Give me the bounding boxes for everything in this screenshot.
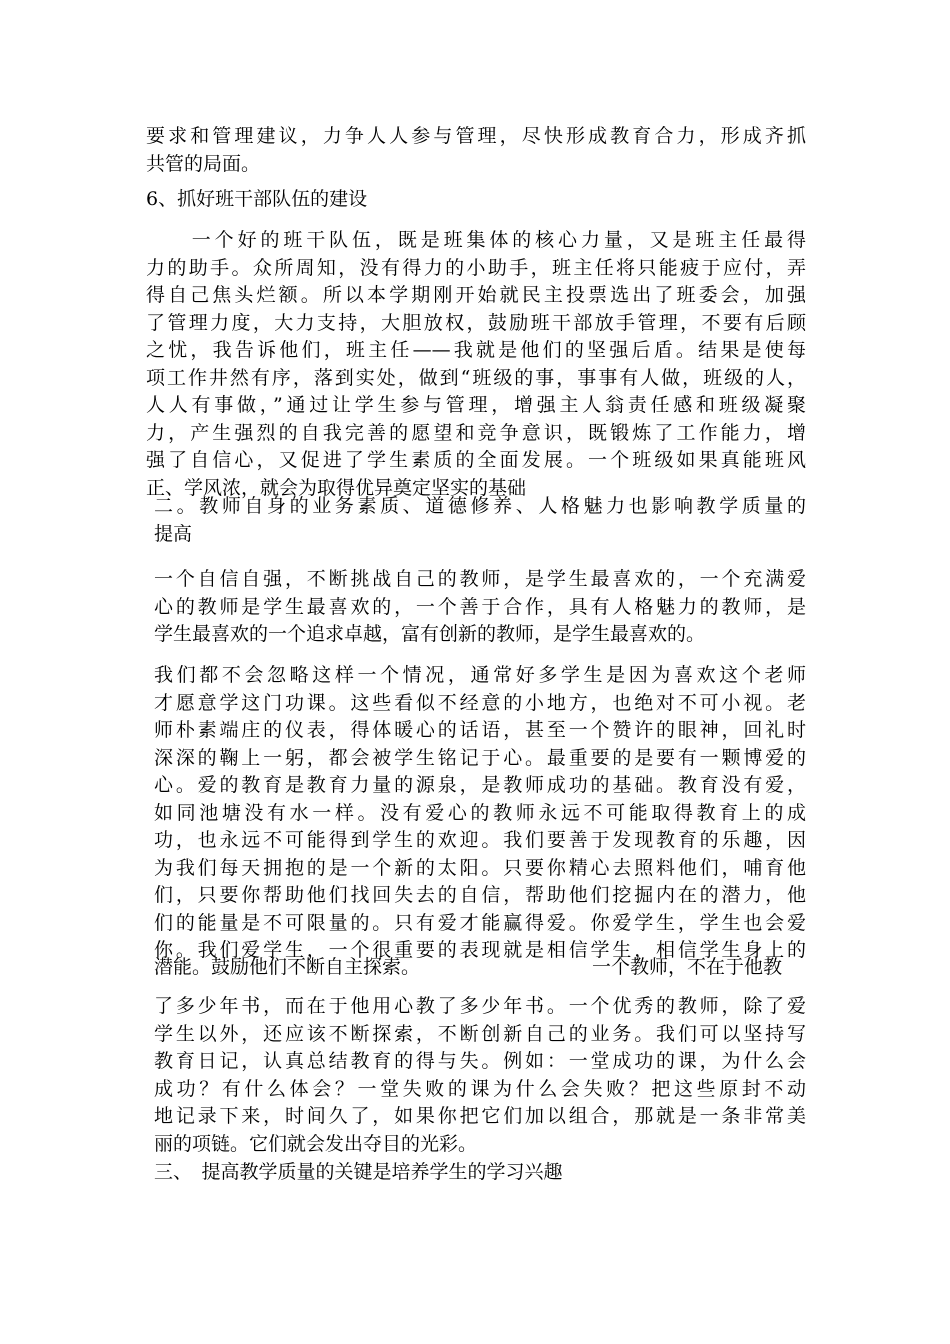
text-line: 们的能量是不可限量的。只有爱才能赢得爱。你爱学生，学生也会爱 <box>154 911 806 934</box>
paragraph-favorite-teacher <box>154 566 806 649</box>
text-line: 为我们每天拥抱的是一个新的太阳。只要你精心去照料他们，哺育他 <box>154 856 806 879</box>
text-line: 深深的鞠上一躬，都会被学生铭记于心。最重要的是要有一颗博爱的 <box>154 746 806 769</box>
text-line: 得自己焦头烂额。所以本学期刚开始就民主投票选出了班委会，加强 <box>146 284 806 306</box>
text-line: 们，只要你帮助他们找回失去的自信，帮助他们挖掘内在的潜力，他 <box>154 884 806 906</box>
paragraph-love-education <box>154 662 806 965</box>
section-heading-3: 三、 提高教学质量的关键是培养学生的学习兴趣 <box>154 1161 563 1183</box>
text-line: 教育日记，认真总结教育的得与失。例如：一堂成功的课，为什么会 <box>154 1050 806 1072</box>
text-line: 功，也永远不可能得到学生的欢迎。我们要善于发现教育的乐趣，因 <box>154 829 806 851</box>
text-line: 二。教师自身的业务素质、道德修养、人格魅力也影响教学质量的 <box>154 495 806 517</box>
section-heading-2 <box>154 493 806 548</box>
text-line: 心的教师是学生最喜欢的，一个善于合作，具有人格魅力的教师，是 <box>154 595 806 618</box>
text-line: 师朴素端庄的仪表，得体暖心的话语，甚至一个赞许的眼神，回礼时 <box>154 719 806 741</box>
text-line: 要求和管理建议，力争人人参与管理，尽快形成教育合力，形成齐抓 <box>146 125 806 147</box>
paragraph-class-cadres <box>146 227 806 502</box>
text-line: 正、学风浓，就会为取得优异奠定坚实的基础 <box>146 476 527 499</box>
text-line: 共管的局面。 <box>146 152 261 175</box>
text-line: 项工作井然有序，落到实处，做到“班级的事，事事有人做，班级的人， <box>146 366 806 389</box>
text-line: 丽的项链。它们就会发出夺目的光彩。 <box>154 1132 478 1155</box>
text-line: 之忧，我告诉他们，班主任——我就是他们的坚强后盾。结果是使每 <box>146 339 806 361</box>
text-line: 学生以外，还应该不断探索，不断创新自己的业务。我们可以坚持写 <box>154 1022 806 1045</box>
text-line: 你。我们爱学生，一个很重要的表现就是相信学生，相信学生身上的 <box>154 939 806 961</box>
text-line: 了多少年书，而在于他用心教了多少年书。一个优秀的教师，除了爱 <box>154 995 806 1017</box>
text-line: 我们都不会忽略这样一个情况，通常好多学生是因为喜欢这个老师 <box>154 664 806 686</box>
split-line-left: 潜能。鼓励他们不断自主探索。 <box>154 956 421 978</box>
text-line: 心。爱的教育是教育力量的源泉，是教师成功的基础。教育没有爱， <box>154 774 806 796</box>
text-line: 才愿意学这门功课。这些看似不经意的小地方，也绝对不可小视。老 <box>154 691 806 714</box>
text-line: 成功？有什么体会？一堂失败的课为什么会失败？把这些原封不动 <box>154 1077 806 1100</box>
split-line-right: 一个教师，不在于他教 <box>592 956 783 978</box>
section-heading-6: 6、抓好班干部队伍的建设 <box>146 188 368 210</box>
text-line: 提高 <box>154 522 193 545</box>
paragraph-teacher-growth <box>154 993 806 1158</box>
text-line: 地记录下来，时间久了，如果你把它们加以组合，那就是一条非常美 <box>154 1105 806 1127</box>
text-line: 强了自信心，又促进了学生素质的全面发展。一个班级如果真能班风 <box>146 449 806 471</box>
text-line: 了管理力度，大力支持，大胆放权，鼓励班干部放手管理，不要有后顾 <box>146 311 806 334</box>
text-line: 力的助手。众所周知，没有得力的小助手，班主任将只能疲于应付，弄 <box>146 256 806 279</box>
text-line: 一个自信自强，不断挑战自己的教师，是学生最喜欢的，一个充满爱 <box>154 568 806 590</box>
text-line: 学生最喜欢的一个追求卓越，富有创新的教师，是学生最喜欢的。 <box>154 623 706 645</box>
text-line: 如同池塘没有水一样。没有爱心的教师永远不可能取得教育上的成 <box>154 801 806 824</box>
text-line: 一个好的班干队伍，既是班集体的核心力量，又是班主任最得 <box>146 229 806 251</box>
text-line: 力，产生强烈的自我完善的愿望和竞争意识，既锻炼了工作能力，增 <box>146 421 806 444</box>
text-line: 人人有事做，”通过让学生参与管理，增强主人翁责任感和班级凝聚 <box>146 394 806 416</box>
paragraph-management <box>146 123 806 178</box>
